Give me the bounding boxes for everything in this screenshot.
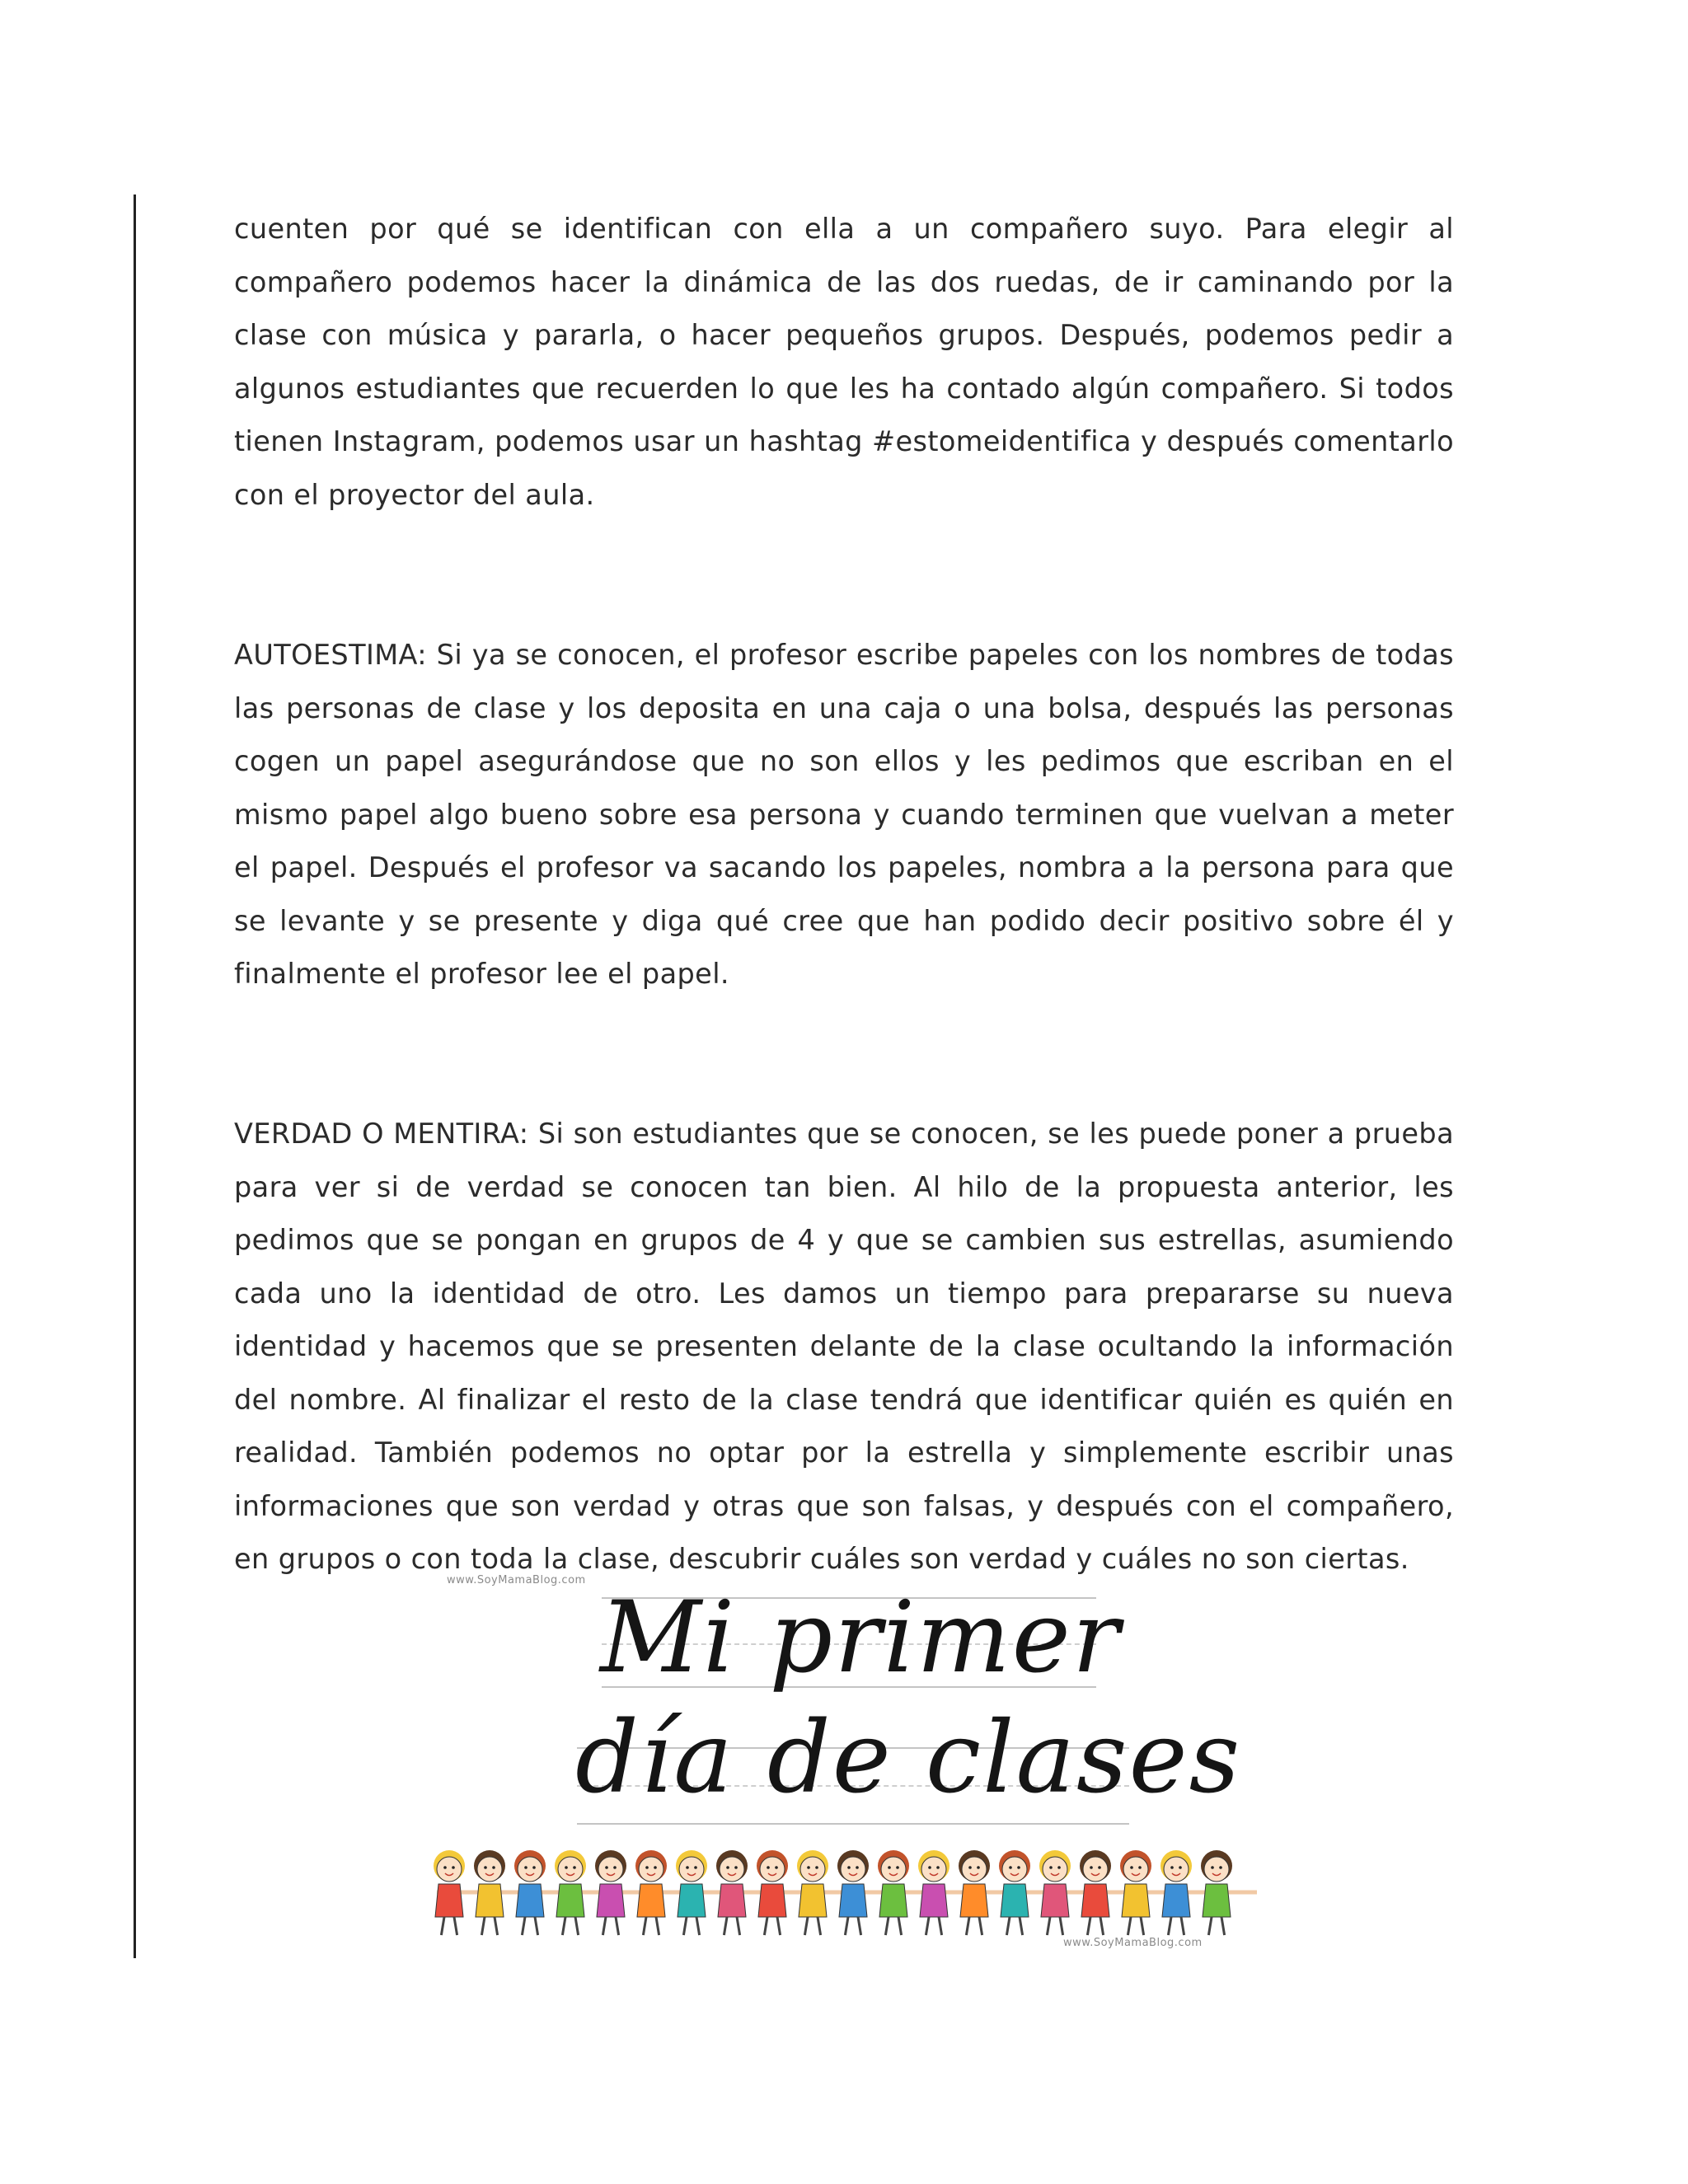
guide-line [577, 1823, 1129, 1825]
child-figure [434, 1850, 465, 1935]
child-figure [595, 1850, 626, 1935]
child-figure [837, 1850, 869, 1935]
margin-rule [134, 194, 136, 1958]
child-figure [757, 1850, 788, 1935]
child-figure [1201, 1850, 1232, 1935]
paragraph-verdad-o-mentira: VERDAD O MENTIRA: Si son estudiantes que se conocen, se les puede poner a prueba para ver si de verdad se conocen tan bien. Al hilo de la propuesta anterior, les pedimos que se pongan en grupos de 4 y que se cambien sus estrellas, asumiendo cada uno la identidad de otro. Les damos un tiempo para prepararse su nueva identidad y hacemos que se presenten delante de la clase ocultando la información del nombre. Al finalizar el resto de la clase tendrá que identificar quién es quién en realidad. También podemos no optar por la estrella y simplemente escribir unas informaciones que son verdad y otras que son falsas, y después con el compañero, en grupos o con toda la clase, descubrir cuáles son verdad y cuáles no son ciertas. [234, 1118, 1454, 1575]
child-figure [555, 1850, 586, 1935]
watermark-bottom: www.SoyMamaBlog.com [1063, 1937, 1203, 1949]
handwriting-dia-de-clases: día de clases [575, 1701, 1242, 1816]
child-figure [959, 1850, 990, 1935]
child-figure [1120, 1850, 1151, 1935]
child-figure [878, 1850, 909, 1935]
first-day-of-class-illustration [429, 1564, 1269, 1952]
child-figure [716, 1850, 748, 1935]
child-figure [797, 1850, 828, 1935]
paragraph-autoestima: AUTOESTIMA: Si ya se conocen, el profesor escribe papeles con los nombres de todas las personas de clase y los deposita en una caja o una bolsa, después las personas cogen un papel asegurándose que no son ellos y les pedimos que escriban en el mismo papel algo bueno sobre esa persona y cuando terminen que vuelvan a meter el papel. Después el profesor va sacando los papeles, nombra a la persona para que se levante y se presente y diga qué cree que han podido decir positivo sobre él y finalmente el profesor lee el papel. [234, 639, 1454, 990]
children-holding-hands-row [429, 1844, 1269, 1943]
child-figure [918, 1850, 950, 1935]
watermark-top: www.SoyMamaBlog.com [447, 1574, 586, 1586]
child-figure [1160, 1850, 1192, 1935]
paragraph-intro: cuenten por qué se identifican con ella a un compañero suyo. Para elegir al compañero podemos hacer la dinámica de las dos ruedas, de ir caminando por la clase con música y pararla, o hacer pequeños grupos. Después, podemos pedir a algunos estudiantes que recuerden lo que les ha contado algún compañero. Si todos tienen Instagram, podemos usar un hashtag #estomeidentifica y después comentarlo con el proyector del aula. [234, 213, 1454, 511]
child-figure [999, 1850, 1030, 1935]
child-figure [1039, 1850, 1071, 1935]
child-figure [474, 1850, 505, 1935]
child-figure [676, 1850, 707, 1935]
child-figure [635, 1850, 667, 1935]
handwriting-mi-primer: Mi primer [600, 1581, 1122, 1695]
child-figure [514, 1850, 546, 1935]
child-figure [1080, 1850, 1111, 1935]
